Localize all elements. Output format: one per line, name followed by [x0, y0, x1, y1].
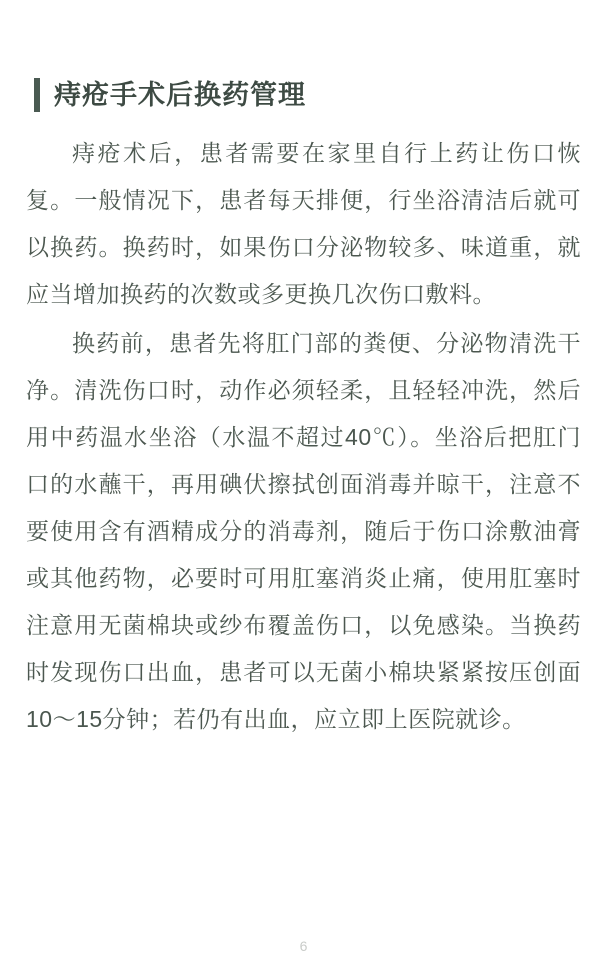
body-paragraph-1: 痔疮术后，患者需要在家里自行上药让伤口恢复。一般情况下，患者每天排便，行坐浴清洁后就可以换药。换药时，如果伤口分泌物较多、味道重，就应当增加换药的次数或多更换几次伤口敷料。 [26, 140, 581, 307]
page-title [34, 78, 581, 112]
body-paragraph-2: 换药前，患者先将肛门部的粪便、分泌物清洗干净。清洗伤口时，动作必须轻柔，且轻轻冲洗，然后用中药温水坐浴（水温不超过40℃）。坐浴后把肛门口的水蘸干，再用碘伏擦拭创面消毒并晾干，注意不要使用含有酒精成分的消毒剂，随后于伤口涂敷油膏或其他药物，必要时可用肛塞消炎止痛，使用肛塞时注意用无菌棉块或纱布覆盖伤口，以免感染。当换药时发现伤口出血，患者可以无菌小棉块紧紧按压创面10～15分钟；若仍有出血，应立即上医院就诊。 [26, 330, 581, 732]
title-text: 痔疮手术后换药管理 [54, 80, 306, 110]
title-accent-bar [34, 78, 40, 112]
page-number: 6 [299, 938, 308, 954]
